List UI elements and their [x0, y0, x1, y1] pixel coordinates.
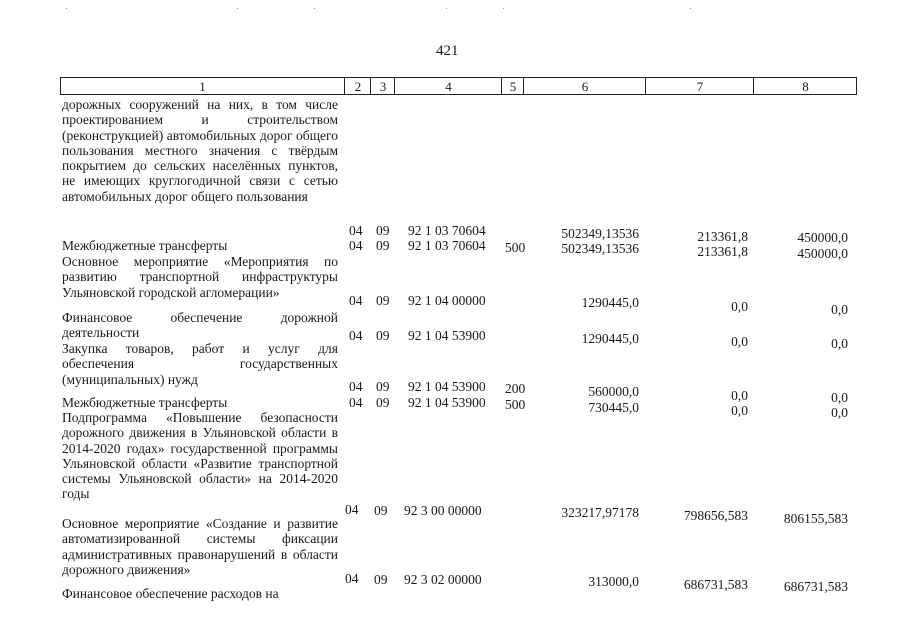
scan-speck — [446, 8, 447, 9]
amount-col6: 730445,0 — [588, 400, 639, 415]
page-number: 421 — [436, 43, 459, 59]
subsection-code: 09 — [376, 238, 390, 253]
subsection-code: 09 — [374, 503, 388, 518]
expense-type-code: 500 — [505, 240, 526, 255]
amount-col6: 560000,0 — [588, 384, 639, 399]
amount-col7: 798656,583 — [683, 508, 748, 523]
amount-col8: 0,0 — [831, 390, 848, 405]
subsection-code: 09 — [374, 572, 388, 587]
section-code: 04 — [345, 571, 359, 586]
section-code: 04 — [345, 502, 359, 517]
column-header: 8 — [753, 78, 857, 94]
amount-col6: 323217,97178 — [561, 505, 639, 520]
amount-col7: 686731,583 — [683, 577, 748, 592]
section-code: 04 — [349, 293, 363, 308]
amount-col7: 0,0 — [731, 299, 748, 314]
table-header-row — [60, 77, 857, 95]
column-header: 3 — [370, 78, 395, 94]
target-article-code: 92 1 04 00000 — [408, 293, 486, 308]
amount-col6: 1290445,0 — [581, 295, 639, 310]
amount-col7: 213361,8 — [697, 229, 748, 244]
target-article-code: 92 1 04 53900 — [408, 328, 486, 343]
target-article-code: 92 1 04 53900 — [408, 379, 486, 394]
target-article-code: 92 1 04 53900 — [408, 395, 486, 410]
section-code: 04 — [349, 328, 363, 343]
amount-col8: 686731,583 — [783, 579, 848, 594]
scan-speck — [314, 8, 315, 9]
scan-speck — [690, 8, 691, 9]
amount-col8: 0,0 — [831, 302, 848, 317]
subsection-code: 09 — [376, 293, 390, 308]
scan-speck — [237, 8, 238, 9]
column-header: 2 — [344, 78, 371, 94]
row-description: Основное мероприятие «Мероприятия по развитию транспортной инфраструктуры Ульяновской городской агломерации» — [62, 254, 338, 300]
subsection-code: 09 — [376, 379, 390, 394]
amount-col8: 0,0 — [831, 405, 848, 420]
amount-col7: 0,0 — [731, 388, 748, 403]
row-description: Межбюджетные трансферты — [62, 238, 228, 253]
scan-speck — [66, 8, 67, 9]
row-description: Межбюджетные трансферты — [62, 395, 228, 410]
amount-col8: 450000,0 — [797, 246, 848, 261]
expense-type-code: 200 — [505, 381, 526, 396]
amount-col6: 502349,13536 — [561, 226, 639, 241]
amount-col8: 450000,0 — [797, 230, 848, 245]
subsection-code: 09 — [376, 395, 390, 410]
section-code: 04 — [349, 238, 363, 253]
column-header: 4 — [394, 78, 502, 94]
section-code: 04 — [349, 395, 363, 410]
row-description: дорожных сооружений на них, в том числе проектированием и строительством (реконструкцией) автомобильных дорог общего пользования местного значения с твёрдым покрытием до сельских населённых пунктов, не имеющих круглогодичной связи с сетью автомобильных дорог общего пользования — [62, 97, 338, 204]
section-code: 04 — [349, 223, 363, 238]
amount-col7: 0,0 — [731, 334, 748, 349]
subsection-code: 09 — [376, 223, 390, 238]
amount-col7: 213361,8 — [697, 244, 748, 259]
expense-type-code: 500 — [505, 397, 526, 412]
amount-col8: 0,0 — [831, 336, 848, 351]
column-header: 6 — [523, 78, 646, 94]
target-article-code: 92 3 02 00000 — [404, 572, 482, 587]
target-article-code: 92 1 03 70604 — [408, 223, 486, 238]
section-code: 04 — [349, 379, 363, 394]
row-description: Подпрограмма «Повышение безопасности дорожного движения в Ульяновской области в 2014-2020 годах» государственной программы Ульяновской области «Развитие транспортной системы Ульяновской области» на 2014-2020 годы — [62, 410, 338, 502]
column-header: 1 — [199, 79, 206, 94]
row-description: Финансовое обеспечение расходов на — [62, 586, 279, 601]
column-header: 5 — [501, 78, 524, 94]
row-description: Основное мероприятие «Создание и развитие автоматизированной системы фиксации административных правонарушений в области дорожного движения» — [62, 516, 338, 577]
column-header: 7 — [645, 78, 754, 94]
target-article-code: 92 1 03 70604 — [408, 238, 486, 253]
amount-col7: 0,0 — [731, 403, 748, 418]
amount-col6: 1290445,0 — [581, 331, 639, 346]
amount-col6: 313000,0 — [588, 574, 639, 589]
amount-col6: 502349,13536 — [561, 241, 639, 256]
scan-speck — [503, 8, 504, 9]
subsection-code: 09 — [376, 328, 390, 343]
row-description: Финансовое обеспечение дорожной деятельности — [62, 310, 338, 341]
row-description: Закупка товаров, работ и услуг для обеспечения государственных (муниципальных) нужд — [62, 341, 338, 387]
target-article-code: 92 3 00 00000 — [404, 503, 482, 518]
amount-col8: 806155,583 — [783, 511, 848, 526]
